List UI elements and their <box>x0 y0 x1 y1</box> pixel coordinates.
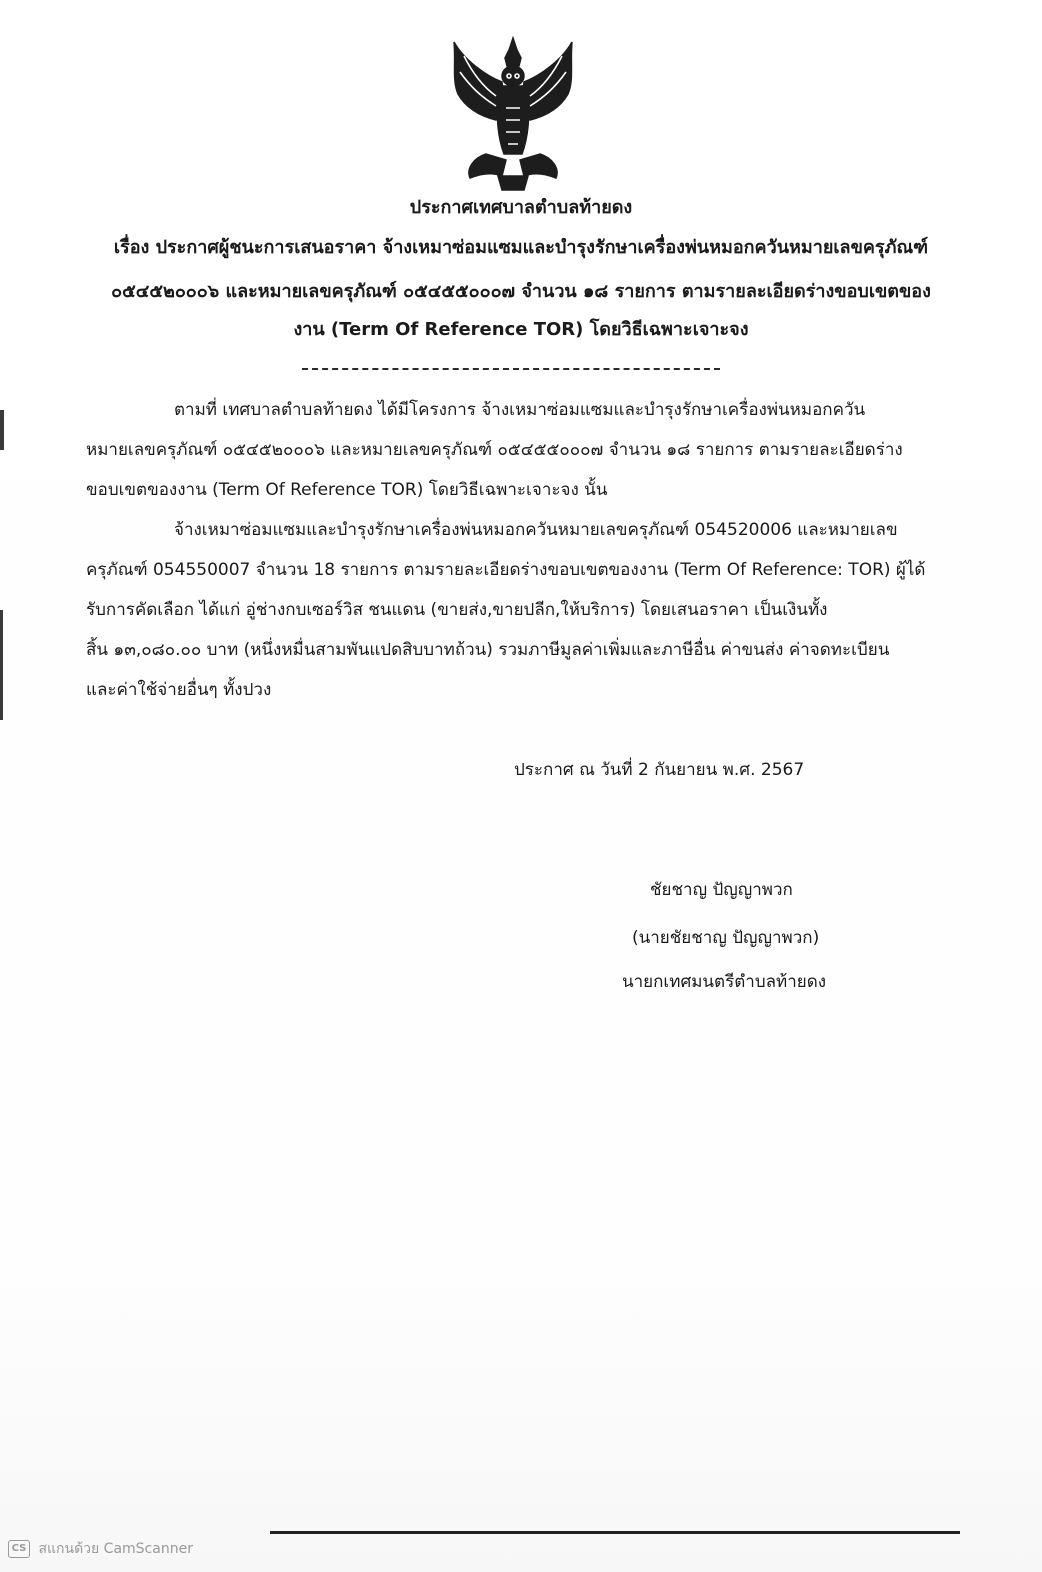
paragraph-1-line-2: หมายเลขครุภัณฑ์ ๐๕๔๕๒๐๐๐๖ และหมายเลขครุภัณฑ์ ๐๕๔๕๕๐๐๐๗ จำนวน ๑๘ รายการ ตามรายละเอียดร่าง <box>86 440 903 460</box>
subject-line-1: เรื่อง ประกาศผู้ชนะการเสนอราคา จ้างเหมาซ่อมแซมและบำรุงรักษาเครื่องพ่นหมอกควันหมายเลขครุภัณฑ์ <box>113 237 929 258</box>
paragraph-2-line-4: สิ้น ๑๓,๐๘๐.๐๐ บาท (หนึ่งหมื่นสามพันแปดสิบบาทถ้วน) รวมภาษีมูลค่าเพิ่มและภาษีอื่น ค่าขนส่ง ค่าจดทะเบียน <box>86 640 890 660</box>
announcement-date: ประกาศ ณ วันที่ 2 กันยายน พ.ศ. 2567 <box>514 760 805 780</box>
signatory-name: (นายชัยชาญ ปัญญาพวก) <box>632 928 820 948</box>
signatory-position: นายกเทศมนตรีตำบลท้ายดง <box>622 972 827 992</box>
garuda-emblem-icon <box>446 36 580 192</box>
scan-edge-mark <box>0 410 4 450</box>
paragraph-2-line-2: ครุภัณฑ์ 054550007 จำนวน 18 รายการ ตามรายละเอียดร่างขอบเขตของงาน (Term Of Reference: TOR) ผู้ได้ <box>86 560 926 580</box>
subject-line-2: ๐๕๔๕๒๐๐๐๖ และหมายเลขครุภัณฑ์ ๐๕๔๕๕๐๐๐๗ จำนวน ๑๘ รายการ ตามรายละเอียดร่างขอบเขตของ <box>111 281 931 302</box>
scan-edge-mark <box>0 610 3 720</box>
camscanner-footer <box>8 1540 193 1558</box>
subject-line-3: งาน (Term Of Reference TOR) โดยวิธีเฉพาะเจาะจง <box>293 319 749 340</box>
paragraph-1-line-1: ตามที่ เทศบาลตำบลท้ายดง ได้มีโครงการ จ้างเหมาซ่อมแซมและบำรุงรักษาเครื่องพ่นหมอกควัน <box>174 400 866 420</box>
paragraph-2-line-5: และค่าใช้จ่ายอื่นๆ ทั้งปวง <box>86 680 272 700</box>
paragraph-2-line-3: รับการคัดเลือก ได้แก่ อู่ช่างกบเซอร์วิส ชนแดน (ขายส่ง,ขายปลีก,ให้บริการ) โดยเสนอราคา เป็นเงินทั้ง <box>86 600 828 620</box>
signature: ชัยชาญ ปัญญาพวก <box>650 880 793 900</box>
separator-line <box>302 368 720 370</box>
camscanner-text: สแกนด้วย CamScanner <box>38 1541 193 1557</box>
scan-bottom-edge <box>270 1531 960 1534</box>
camscanner-logo-icon: CS <box>8 1540 30 1558</box>
document-title: ประกาศเทศบาลตำบลท้ายดง <box>409 197 633 218</box>
paragraph-2-line-1: จ้างเหมาซ่อมแซมและบำรุงรักษาเครื่องพ่นหมอกควันหมายเลขครุภัณฑ์ 054520006 และหมายเลข <box>174 520 898 540</box>
paragraph-1-line-3: ขอบเขตของงาน (Term Of Reference TOR) โดยวิธีเฉพาะเจาะจง นั้น <box>86 480 608 500</box>
